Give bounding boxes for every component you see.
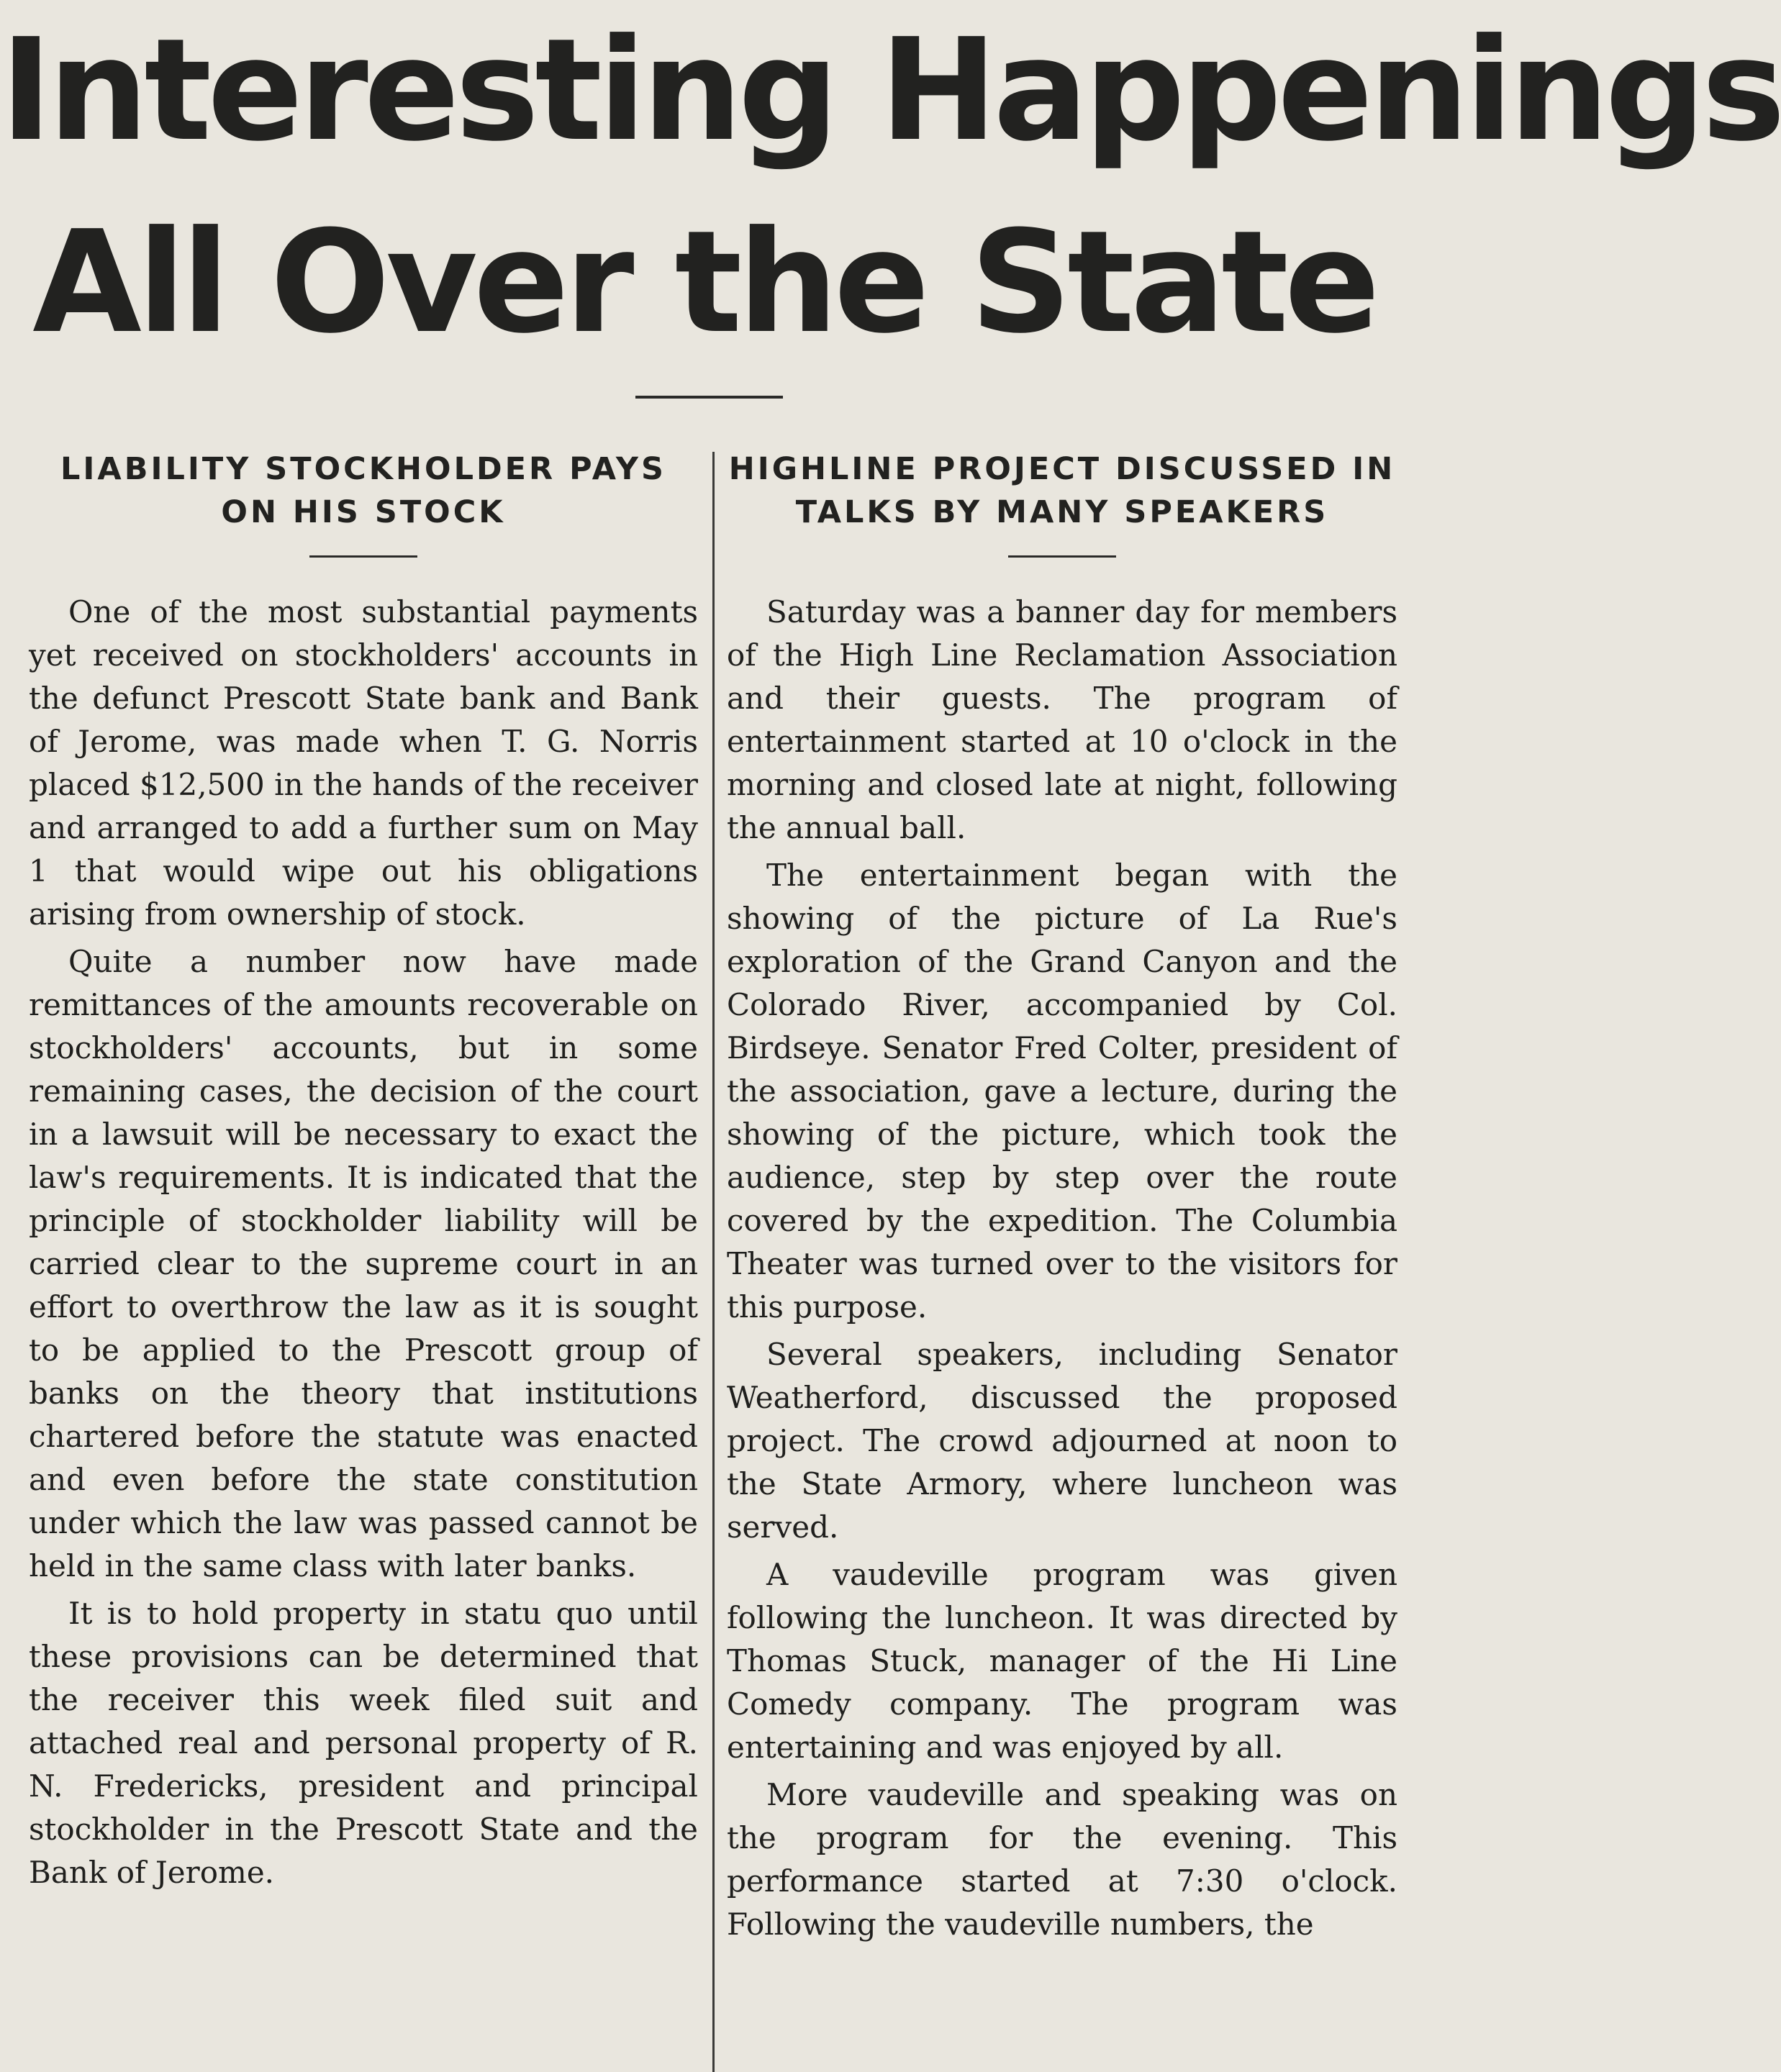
article-paragraph: One of the most substantial payments yet received on stockholders' accounts in the defunct Prescott State bank and Bank of Jerome, was made when T. G. Norris placed $12,500 in the hands of the receiver and arranged to add a further sum on May 1 that would wipe out his obligations arising from ownership of stock. <box>29 594 698 932</box>
article-paragraph: It is to hold property in statu quo until these provisions can be determined that the receiver this week filed suit and attached real and personal property of R. N. Fredericks, president and principal stockholder in the Prescott State and the Bank of Jerome. <box>29 1596 698 1890</box>
article-left <box>29 447 698 1899</box>
article-left-body <box>29 591 698 1894</box>
headline-divider <box>635 396 783 399</box>
article-right-body <box>727 591 1397 1946</box>
column-divider <box>712 452 715 2072</box>
article-paragraph: The entertainment began with the showing of the picture of La Rue's exploration of the Grand Canyon and the Colorado River, accompanied by Col. Birdseye. Senator Fred Colter, president of the association, gave a lecture, during the showing of the picture, which took the audience, step by step over the route covered by the expedition. The Columbia Theater was turned over to the visitors for this purpose. <box>727 858 1397 1324</box>
article-right-heading: HIGHLINE PROJECT DISCUSSED IN TALKS BY MANY SPEAKERS <box>728 451 1396 530</box>
headline-line-2: All Over the State <box>32 201 1376 365</box>
article-left-heading-rule <box>309 555 417 558</box>
article-left-heading: LIABILITY STOCKHOLDER PAYS ON HIS STOCK <box>60 451 666 530</box>
article-paragraph: A vaudeville program was given following the luncheon. It was directed by Thomas Stuck, manager of the Hi Line Comedy company. The program was entertaining and was enjoyed by all. <box>727 1557 1397 1765</box>
article-paragraph: Saturday was a banner day for members of the High Line Reclamation Association and their guests. The program of entertainment started at 10 o'clock in the morning and closed late at night, following the annual ball. <box>727 594 1397 845</box>
article-paragraph: Several speakers, including Senator Weatherford, discussed the proposed project. The crowd adjourned at noon to the State Armory, where luncheon was served. <box>727 1337 1397 1545</box>
article-right-heading-rule <box>1008 555 1116 558</box>
article-paragraph: More vaudeville and speaking was on the program for the evening. This performance started at 7:30 o'clock. Following the vaudeville numbers, the <box>727 1777 1397 1942</box>
article-right <box>727 447 1397 1950</box>
article-paragraph: Quite a number now have made remittances of the amounts recoverable on stockholders' accounts, but in some remaining cases, the decision of the court in a lawsuit will be necessary to exact the law's requirements. It is indicated that the principle of stockholder liability will be carried clear to the supreme court in an effort to overthrow the law as it is sought to be applied to the Prescott group of banks on the theory that institutions chartered before the statute was enacted and even before the state constitution under which the law was passed cannot be held in the same class with later banks. <box>29 944 698 1583</box>
headline-line-1: Interesting Happenings <box>0 9 1781 173</box>
